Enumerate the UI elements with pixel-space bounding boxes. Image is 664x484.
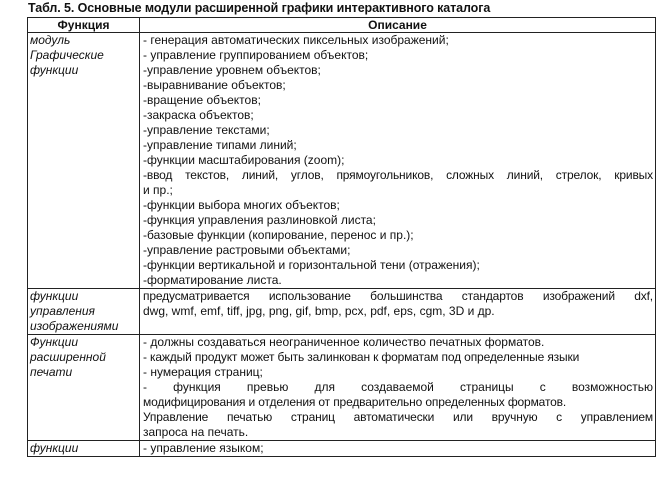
description-line: - управление группированием объектов; — [143, 48, 369, 62]
table-row — [28, 335, 656, 441]
function-cell — [28, 441, 140, 457]
description-line: -управление типами линий; — [143, 138, 297, 152]
function-line: Функции — [30, 335, 79, 349]
description-line: - каждый продукт может быть залинкован к форматам под определенные языки — [143, 350, 580, 364]
function-line: печати — [30, 365, 73, 379]
description-line: -закраска объектов; — [143, 108, 254, 122]
description-line: предусматривается использование большинства стандартов изображений dxf, — [143, 289, 653, 303]
function-line: модуль — [30, 33, 71, 47]
description-line: запроса на печать. — [143, 425, 249, 439]
function-line: Графические — [30, 48, 104, 62]
header-function: Функция — [28, 18, 140, 33]
description-line: -выравнивание объектов; — [143, 78, 286, 92]
description-line: -базовые функции (копирование, перенос и пр.); — [143, 228, 414, 242]
description-line: -функции выбора многих объектов; — [143, 198, 340, 212]
description-line: -управление растровыми объектами; — [143, 243, 351, 257]
function-cell — [28, 33, 140, 289]
description-line: -вращение объектов; — [143, 93, 261, 107]
description-line: -функции вертикальной и горизонтальной тени (отражения); — [143, 258, 480, 272]
description-line: - генерация автоматических пиксельных изображений; — [143, 33, 449, 47]
description-line: -функции масштабирования (zoom); — [143, 153, 345, 167]
function-line: изображениями — [30, 319, 119, 333]
table-row — [28, 33, 656, 289]
description-line: -форматирование листа. — [143, 273, 282, 287]
header-description: Описание — [140, 18, 656, 33]
function-line: функции — [30, 441, 79, 455]
description-line: - должны создаваться неограниченное количество печатных форматов. — [143, 335, 545, 349]
description-line: модифицирования и отделения от предварительно определенных форматов. — [143, 395, 567, 409]
description-line: -управление текстами; — [143, 123, 270, 137]
function-cell — [28, 289, 140, 335]
table-row — [28, 289, 656, 335]
description-line: dwg, wmf, emf, tiff, jpg, png, gif, bmp, pcx, pdf, eps, cgm, 3D и др. — [143, 304, 495, 318]
modules-table — [27, 17, 656, 457]
description-cell — [140, 441, 656, 457]
description-line: -управление уровнем объектов; — [143, 63, 321, 77]
description-line: -функция управления разлиновкой листа; — [143, 213, 376, 227]
table-header-row — [28, 18, 656, 33]
description-line: -ввод текстов, линий, углов, прямоугольников, сложных линий, стрелок, кривых — [143, 168, 653, 182]
description-line: и пр.; — [143, 183, 173, 197]
function-line: функции — [30, 63, 79, 77]
function-line: расширенной — [30, 350, 106, 364]
function-cell — [28, 335, 140, 441]
table-caption: Табл. 5. Основные модули расширенной графики интерактивного каталога — [28, 1, 491, 15]
function-line: управления — [30, 304, 95, 318]
description-line: Управление печатью страниц автоматически или вручную с управлением — [143, 410, 653, 424]
description-line: - нумерация страниц; — [143, 365, 263, 379]
description-cell — [140, 335, 656, 441]
function-line: функции — [30, 289, 79, 303]
description-cell — [140, 33, 656, 289]
description-cell — [140, 289, 656, 335]
description-line: - функция превью для создаваемой страницы с возможностью — [143, 380, 653, 394]
table-row — [28, 441, 656, 457]
description-line: - управление языком; — [143, 441, 264, 455]
